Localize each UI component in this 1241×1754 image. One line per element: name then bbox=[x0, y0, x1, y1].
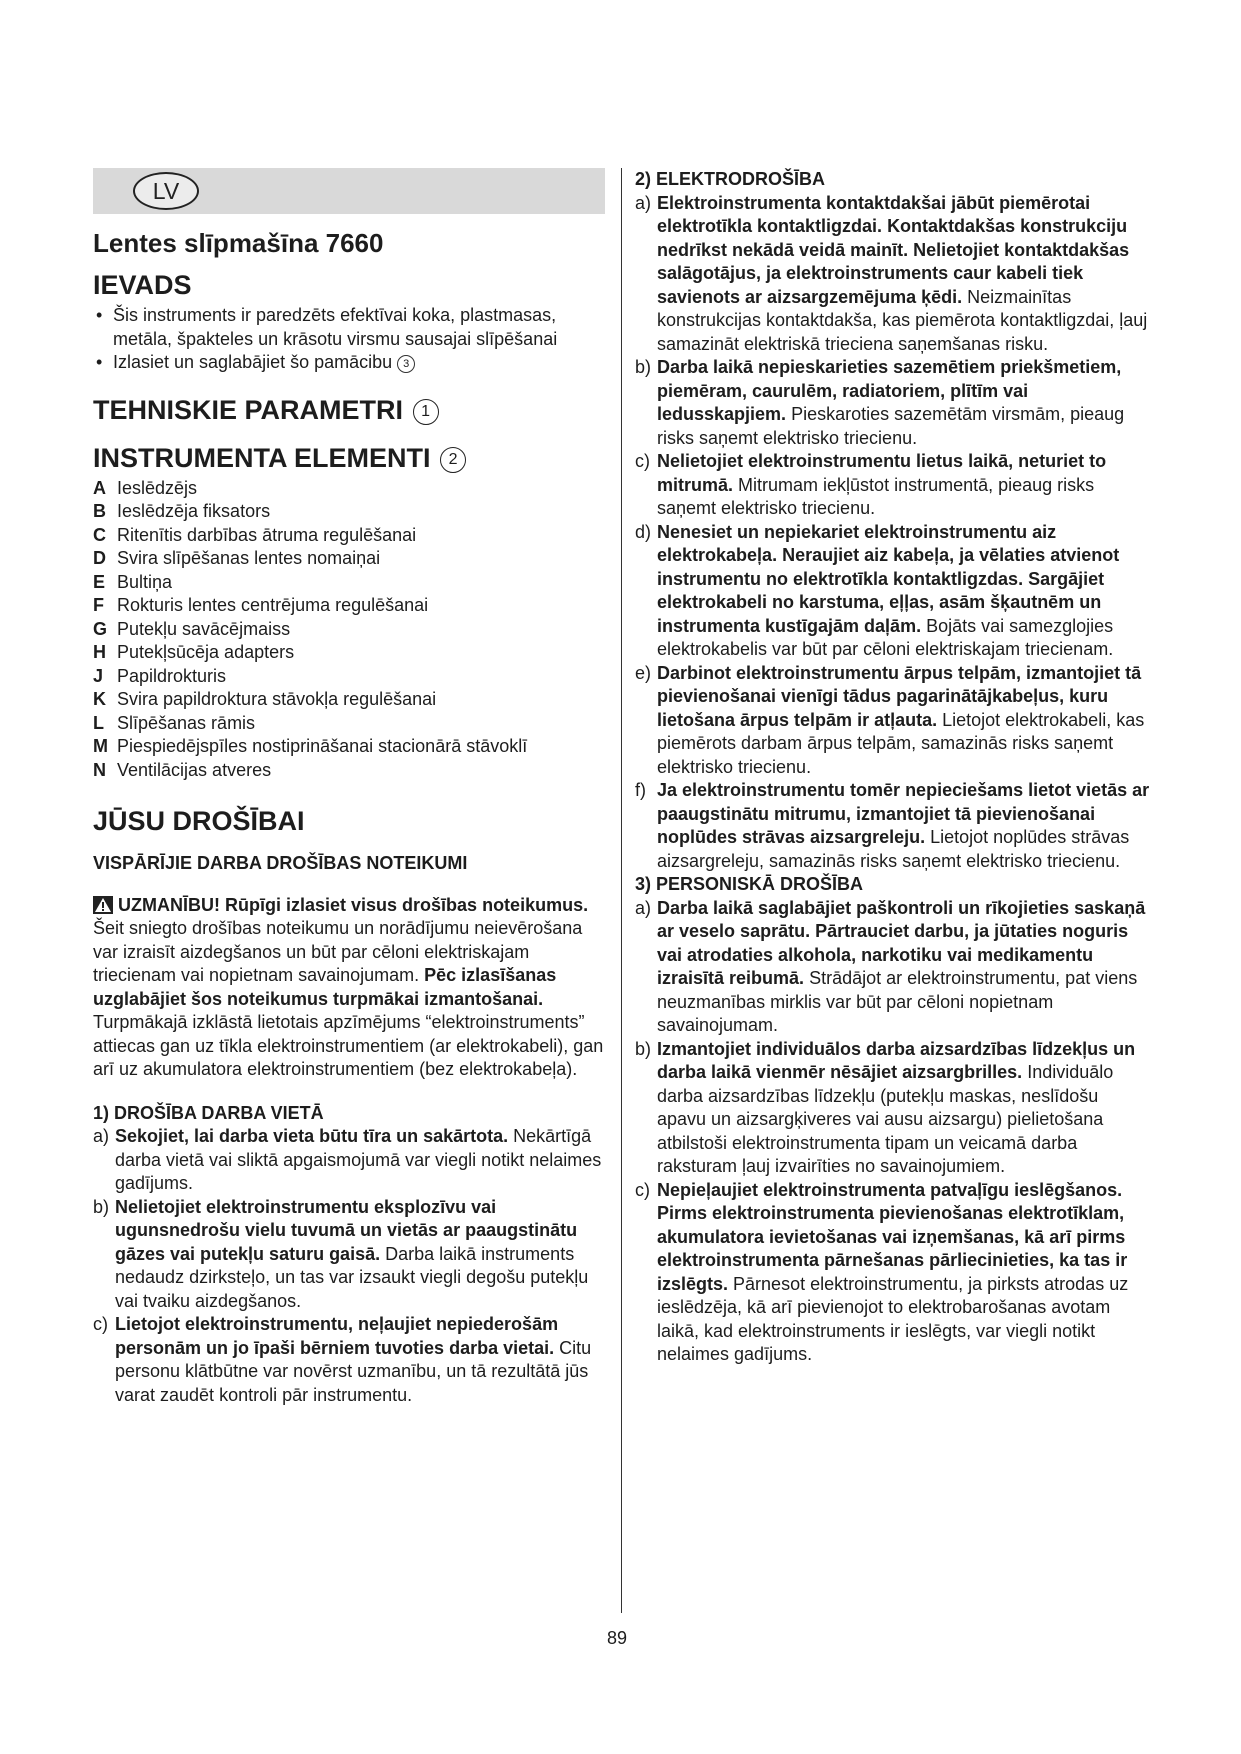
list-item: E Bultiņa bbox=[93, 571, 173, 592]
figure-ref: 3 bbox=[397, 355, 415, 373]
list-item: H Putekļsūcēja adapters bbox=[93, 642, 295, 662]
list-item: K Svira papildroktura stāvokļa regulēšanai bbox=[93, 689, 437, 709]
rule-item: b) Nelietojiet elektroinstrumentu eksplozīvu vai ugunsnedrošu vielu tuvumā un vietās ar paaugstinātu gāzes vai putekļu saturu gaisā. Darba laikā instruments nedaudz dzirksteļo, un tas var izsaukt viegli degošu putekļu vai tvaiku aizdegšanos. bbox=[93, 1196, 589, 1311]
product-title: Lentes slīpmašīna 7660 bbox=[93, 228, 384, 258]
section1-heading: 1) DROŠĪBA DARBA VIETĀ bbox=[93, 1102, 324, 1123]
safety-heading: JŪSU DROŠĪBAI bbox=[93, 806, 305, 836]
list-item: J Papildrokturis bbox=[93, 665, 227, 686]
list-item: A Ieslēdzējs bbox=[93, 477, 198, 498]
language-badge: LV bbox=[133, 172, 199, 210]
section2-heading: 2) ELEKTRODROŠĪBA bbox=[635, 169, 826, 189]
figure-ref: 2 bbox=[440, 447, 466, 473]
rule-item: c) Nelietojiet elektroinstrumentu lietus laikā, neturiet to mitrumā. Mitrumam iekļūstot instrumentā, pieaug risks saņemt elektrisko triecienu. bbox=[635, 451, 1107, 518]
list-item: L Slīpēšanas rāmis bbox=[93, 712, 256, 733]
rule-item: c) Nepieļaujiet elektroinstrumenta patvaļīgu ieslēgšanos. Pirms elektroinstrumenta pievienošanas elektrotīklam, akumulatora ievietošanas vai izņemšanas, kā arī pirms elektroinstrumenta pārnešanas pārliecinieties, ka tas ir izslēgts. Pārnesot elektroinstrumentu, ja pirksts atrodas uz ieslēdzēja, kā arī pievienojot to elektrobarošanas avotam laikā, kad elektroinstruments ir ieslēgts, var viegli notikt nelaimes gadījums. bbox=[635, 1179, 1129, 1364]
rule-item: b) Izmantojiet individuālos darba aizsardzības līdzekļus un darba laikā vienmēr nēsājiet aizsargbrilles. Individuālo darba aizsardzības līdzekļu (putekļu maskas, neslīdošu apavu un aizsargķiveres vai ausu aizsargu) pielietošana atbilstoši elektroinstrumenta tipam un veicamā darba raksturam ļauj izvairīties no savainojumiem. bbox=[635, 1038, 1136, 1176]
list-item: G Putekļu savācējmaiss bbox=[93, 618, 291, 639]
language-bar bbox=[93, 168, 605, 214]
figure-ref: 1 bbox=[413, 399, 439, 425]
intro-heading: IEVADS bbox=[93, 270, 192, 300]
list-item: F Rokturis lentes centrējuma regulēšanai bbox=[93, 595, 429, 615]
list-item: • Izlasiet un saglabājiet šo pamācibu 3 bbox=[93, 351, 605, 375]
list-item: M Piespiedējspīles nostiprināšanai stacionārā stāvoklī bbox=[93, 736, 528, 756]
rule-item: d) Nenesiet un nepiekariet elektroinstrumentu aiz elektrokabeļa. Neraujiet aiz kabeļa, ja vēlaties atvienot instrumentu no elektrotīkla kontaktligzdas. Sargājiet elektrokabeli no karstuma, eļļas, asām šķautnēm un instrumenta kustīgajām daļām. Bojāts vai samezglojies elektrokabelis var būt par cēloni elektriskajam triecienam. bbox=[635, 521, 1120, 659]
intro-list bbox=[93, 304, 605, 375]
safety-subheading: VISPĀRĪJIE DARBA DROŠĪBAS NOTEIKUMI bbox=[93, 853, 468, 873]
elements-list bbox=[93, 477, 605, 783]
warning-icon bbox=[93, 896, 113, 914]
column-divider bbox=[621, 168, 622, 1613]
elements-heading: INSTRUMENTA ELEMENTI 2 bbox=[93, 441, 605, 475]
list-item: C Ritenītis darbības ātruma regulēšanai bbox=[93, 524, 417, 545]
left-column bbox=[93, 168, 605, 1407]
rule-item: e) Darbinot elektroinstrumentu ārpus telpām, izmantojiet tā pievienošanai vienīgi tādus pagarinātājkabeļus, kuru lietošana ārpus telpām ir atļauta. Lietojot elektrokabeli, kas piemērots darbam ārpus telpām, samazinās risks saņemt elektrisko triecienu. bbox=[635, 662, 1145, 777]
rule-item: f) Ja elektroinstrumentu tomēr nepieciešams lietot vietās ar paaugstinātu mitrumu, izmantojiet tā pievienošanai noplūdes strāvas aizsargreleju. Lietojot noplūdes strāvas aizsargreleju, samazinās risks saņemt elektrisko triecienu. bbox=[635, 780, 1150, 871]
rule-item: c) Lietojot elektroinstrumentu, neļaujiet nepiederošām personām un jo īpaši bērniem tuvoties darba vietai. Citu personu klātbūtne var novērst uzmanību, un tā rezultātā jūs varat zaudēt kontroli pār instrumentu. bbox=[93, 1314, 592, 1405]
page-number: 89 bbox=[607, 1628, 628, 1648]
section3-heading: 3) PERSONISKĀ DROŠĪBA bbox=[635, 874, 864, 894]
rule-item: a) Elektroinstrumenta kontaktdakšai jābūt piemērotai elektrotīkla kontaktligzdai. Kontaktdakšas konstrukciju nedrīkst nekādā veidā mainīt. Nelietojiet kontaktdakšas salāgotājus, ja elektroinstruments caur kabeli tiek savienots ar aizsargzemējuma ķēdi. Neizmainītas konstrukcijas kontaktdakša, kas piemērota kontaktligzdai, ļauj samazināt elektriskā trieciena saņemšanas risku. bbox=[635, 192, 1148, 354]
list-item: B Ieslēdzēja fiksators bbox=[93, 501, 271, 521]
tech-heading: TEHNISKIE PARAMETRI 1 bbox=[93, 393, 605, 427]
warning-paragraph: UZMANĪBU! Rūpīgi izlasiet visus drošības noteikumus. Šeit sniegto drošības noteikumu un norādījumu neievērošana var izraisīt aizdegšanos un būt par cēloni elektriskajam triecienam vai nopietnam savainojumam. Pēc izlasīšanas uzglabājiet šos noteikumus turpmākai izmantošanai. Turpmākajā izklāstā lietotais apzīmējums “elektroinstruments” attiecas gan uz tīkla elektroinstrumentiem (ar elektrokabeli), gan arī uz akumulatora elektroinstrumentiem (bez elektrokabeļa). bbox=[93, 894, 604, 1079]
list-item: • Šis instruments ir paredzēts efektīvai koka, plastmasas, metāla, špakteles un krāsotu virsmu sausajai slīpēšanai bbox=[96, 305, 558, 349]
right-column bbox=[635, 168, 1150, 1367]
rule-item: a) Darba laikā saglabājiet paškontroli un rīkojieties saskaņā ar veselo saprātu. Pārtrauciet darbu, ja jūtaties noguris vai atrodaties alkohola, narkotiku vai medikamentu izraisītā reibumā. Strādājot ar elektroinstrumentu, pat viens neuzmanības mirklis var būt par cēloni nopietnam savainojumam. bbox=[635, 897, 1146, 1035]
rule-item: b) Darba laikā nepieskarieties sazemētiem priekšmetiem, piemēram, caurulēm, radiatoriem, plītīm vai ledusskapjiem. Pieskaroties sazemētām virsmām, pieaug risks saņemt elektrisko triecienu. bbox=[635, 357, 1125, 448]
list-item: D Svira slīpēšanas lentes nomaiņai bbox=[93, 548, 381, 568]
list-item: N Ventilācijas atveres bbox=[93, 759, 272, 780]
rule-item: a) Sekojiet, lai darba vieta būtu tīra un sakārtota. Nekārtīgā darba vietā vai sliktā apgaismojumā var viegli notikt nelaimes gadījums. bbox=[93, 1126, 602, 1193]
